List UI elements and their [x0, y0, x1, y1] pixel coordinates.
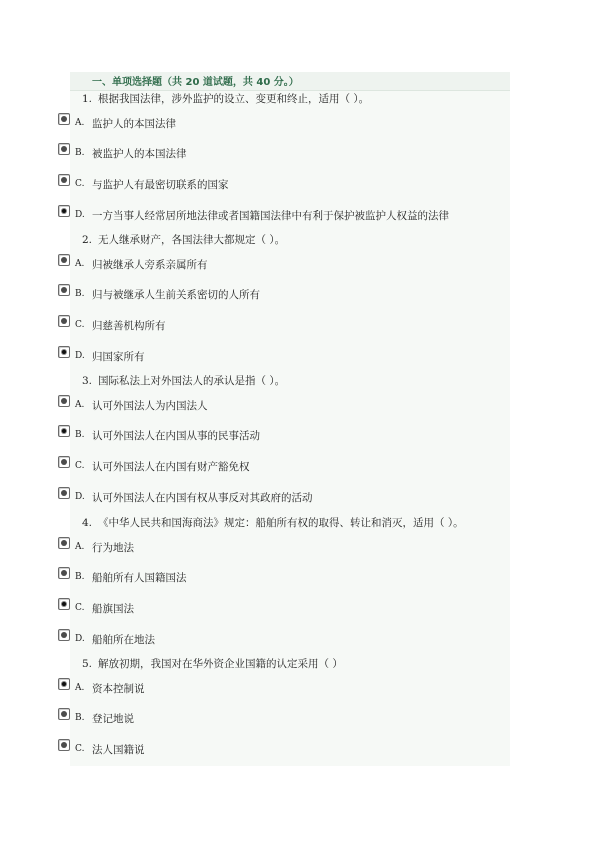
option-text: 被监护人的本国法律	[92, 148, 187, 160]
option-letter: A.	[75, 118, 85, 128]
option-text: 认可外国法人为内国法人	[92, 400, 208, 412]
option-text: 登记地说	[92, 713, 134, 725]
question-5	[70, 656, 343, 671]
option-letter: C.	[75, 461, 85, 471]
option-text: 船舶所在地法	[92, 634, 155, 646]
option-text: 船旗国法	[92, 603, 134, 615]
option-text: 与监护人有最密切联系的国家	[92, 179, 229, 191]
radio-unchecked-icon[interactable]	[58, 629, 70, 641]
option-letter: D.	[75, 351, 85, 361]
question-number: 4.	[81, 517, 92, 529]
option-text: 认可外国法人在内国有财产豁免权	[92, 461, 250, 473]
option-letter: D.	[75, 210, 85, 220]
option-letter: B.	[75, 713, 85, 723]
section-title: 一、单项选择题（共 20 道试题，共 40 分。）	[92, 77, 299, 88]
question-number: 2.	[81, 234, 92, 246]
radio-checked-icon[interactable]	[58, 205, 70, 217]
radio-unchecked-icon[interactable]	[58, 708, 70, 720]
option-letter: C.	[75, 179, 85, 189]
option-text: 船舶所有人国籍国法	[92, 572, 187, 584]
option-text: 归被继承人旁系亲属所有	[92, 259, 208, 271]
option-text: 归慈善机构所有	[92, 320, 166, 332]
radio-unchecked-icon[interactable]	[58, 143, 70, 155]
question-text: 国际私法上对外国法人的承认是指（ ）。	[98, 375, 286, 387]
option-text: 归与被继承人生前关系密切的人所有	[92, 289, 260, 301]
option-text: 资本控制说	[92, 683, 145, 695]
option-letter: B.	[75, 148, 85, 158]
option-text: 行为地法	[92, 542, 134, 554]
radio-unchecked-icon[interactable]	[58, 113, 70, 125]
option-letter: A.	[75, 542, 85, 552]
question-1	[70, 91, 369, 106]
option-text: 认可外国法人在内国有权从事反对其政府的活动	[92, 492, 313, 504]
radio-checked-icon[interactable]	[58, 678, 70, 690]
radio-unchecked-icon[interactable]	[58, 537, 70, 549]
question-number: 5.	[81, 658, 92, 670]
radio-checked-icon[interactable]	[58, 346, 70, 358]
option-letter: A.	[75, 683, 85, 693]
radio-checked-icon[interactable]	[58, 425, 70, 437]
radio-unchecked-icon[interactable]	[58, 284, 70, 296]
section-header	[70, 72, 510, 91]
radio-unchecked-icon[interactable]	[58, 739, 70, 751]
radio-unchecked-icon[interactable]	[58, 487, 70, 499]
option-letter: B.	[75, 572, 85, 582]
option-letter: A.	[75, 259, 85, 269]
question-number: 3.	[81, 375, 92, 387]
option-text: 归国家所有	[92, 351, 145, 363]
radio-unchecked-icon[interactable]	[58, 315, 70, 327]
question-2	[70, 232, 285, 247]
question-text: 根据我国法律，涉外监护的设立、变更和终止，适用（ ）。	[98, 93, 370, 105]
option-letter: C.	[75, 320, 85, 330]
radio-unchecked-icon[interactable]	[58, 395, 70, 407]
question-3	[70, 373, 285, 388]
question-number: 1.	[81, 93, 92, 105]
radio-unchecked-icon[interactable]	[58, 174, 70, 186]
option-letter: B.	[75, 430, 85, 440]
question-text: 解放初期，我国对在华外资企业国籍的认定采用（ ）	[98, 658, 343, 670]
option-letter: B.	[75, 289, 85, 299]
option-letter: A.	[75, 400, 85, 410]
radio-checked-icon[interactable]	[58, 598, 70, 610]
option-letter: C.	[75, 603, 85, 613]
option-text: 法人国籍说	[92, 744, 145, 756]
option-letter: D.	[75, 634, 85, 644]
option-letter: C.	[75, 744, 85, 754]
question-4	[70, 515, 464, 530]
radio-unchecked-icon[interactable]	[58, 567, 70, 579]
option-text: 监护人的本国法律	[92, 118, 176, 130]
radio-unchecked-icon[interactable]	[58, 456, 70, 468]
question-text: 《中华人民共和国海商法》规定：船舶所有权的取得、转让和消灭，适用（ ）。	[98, 517, 464, 529]
option-text: 认可外国法人在内国从事的民事活动	[92, 430, 260, 442]
radio-unchecked-icon[interactable]	[58, 254, 70, 266]
option-letter: D.	[75, 492, 85, 502]
option-text: 一方当事人经常居所地法律或者国籍国法律中有利于保护被监护人权益的法律	[92, 210, 449, 222]
question-text: 无人继承财产，各国法律大都规定（ ）。	[98, 234, 286, 246]
